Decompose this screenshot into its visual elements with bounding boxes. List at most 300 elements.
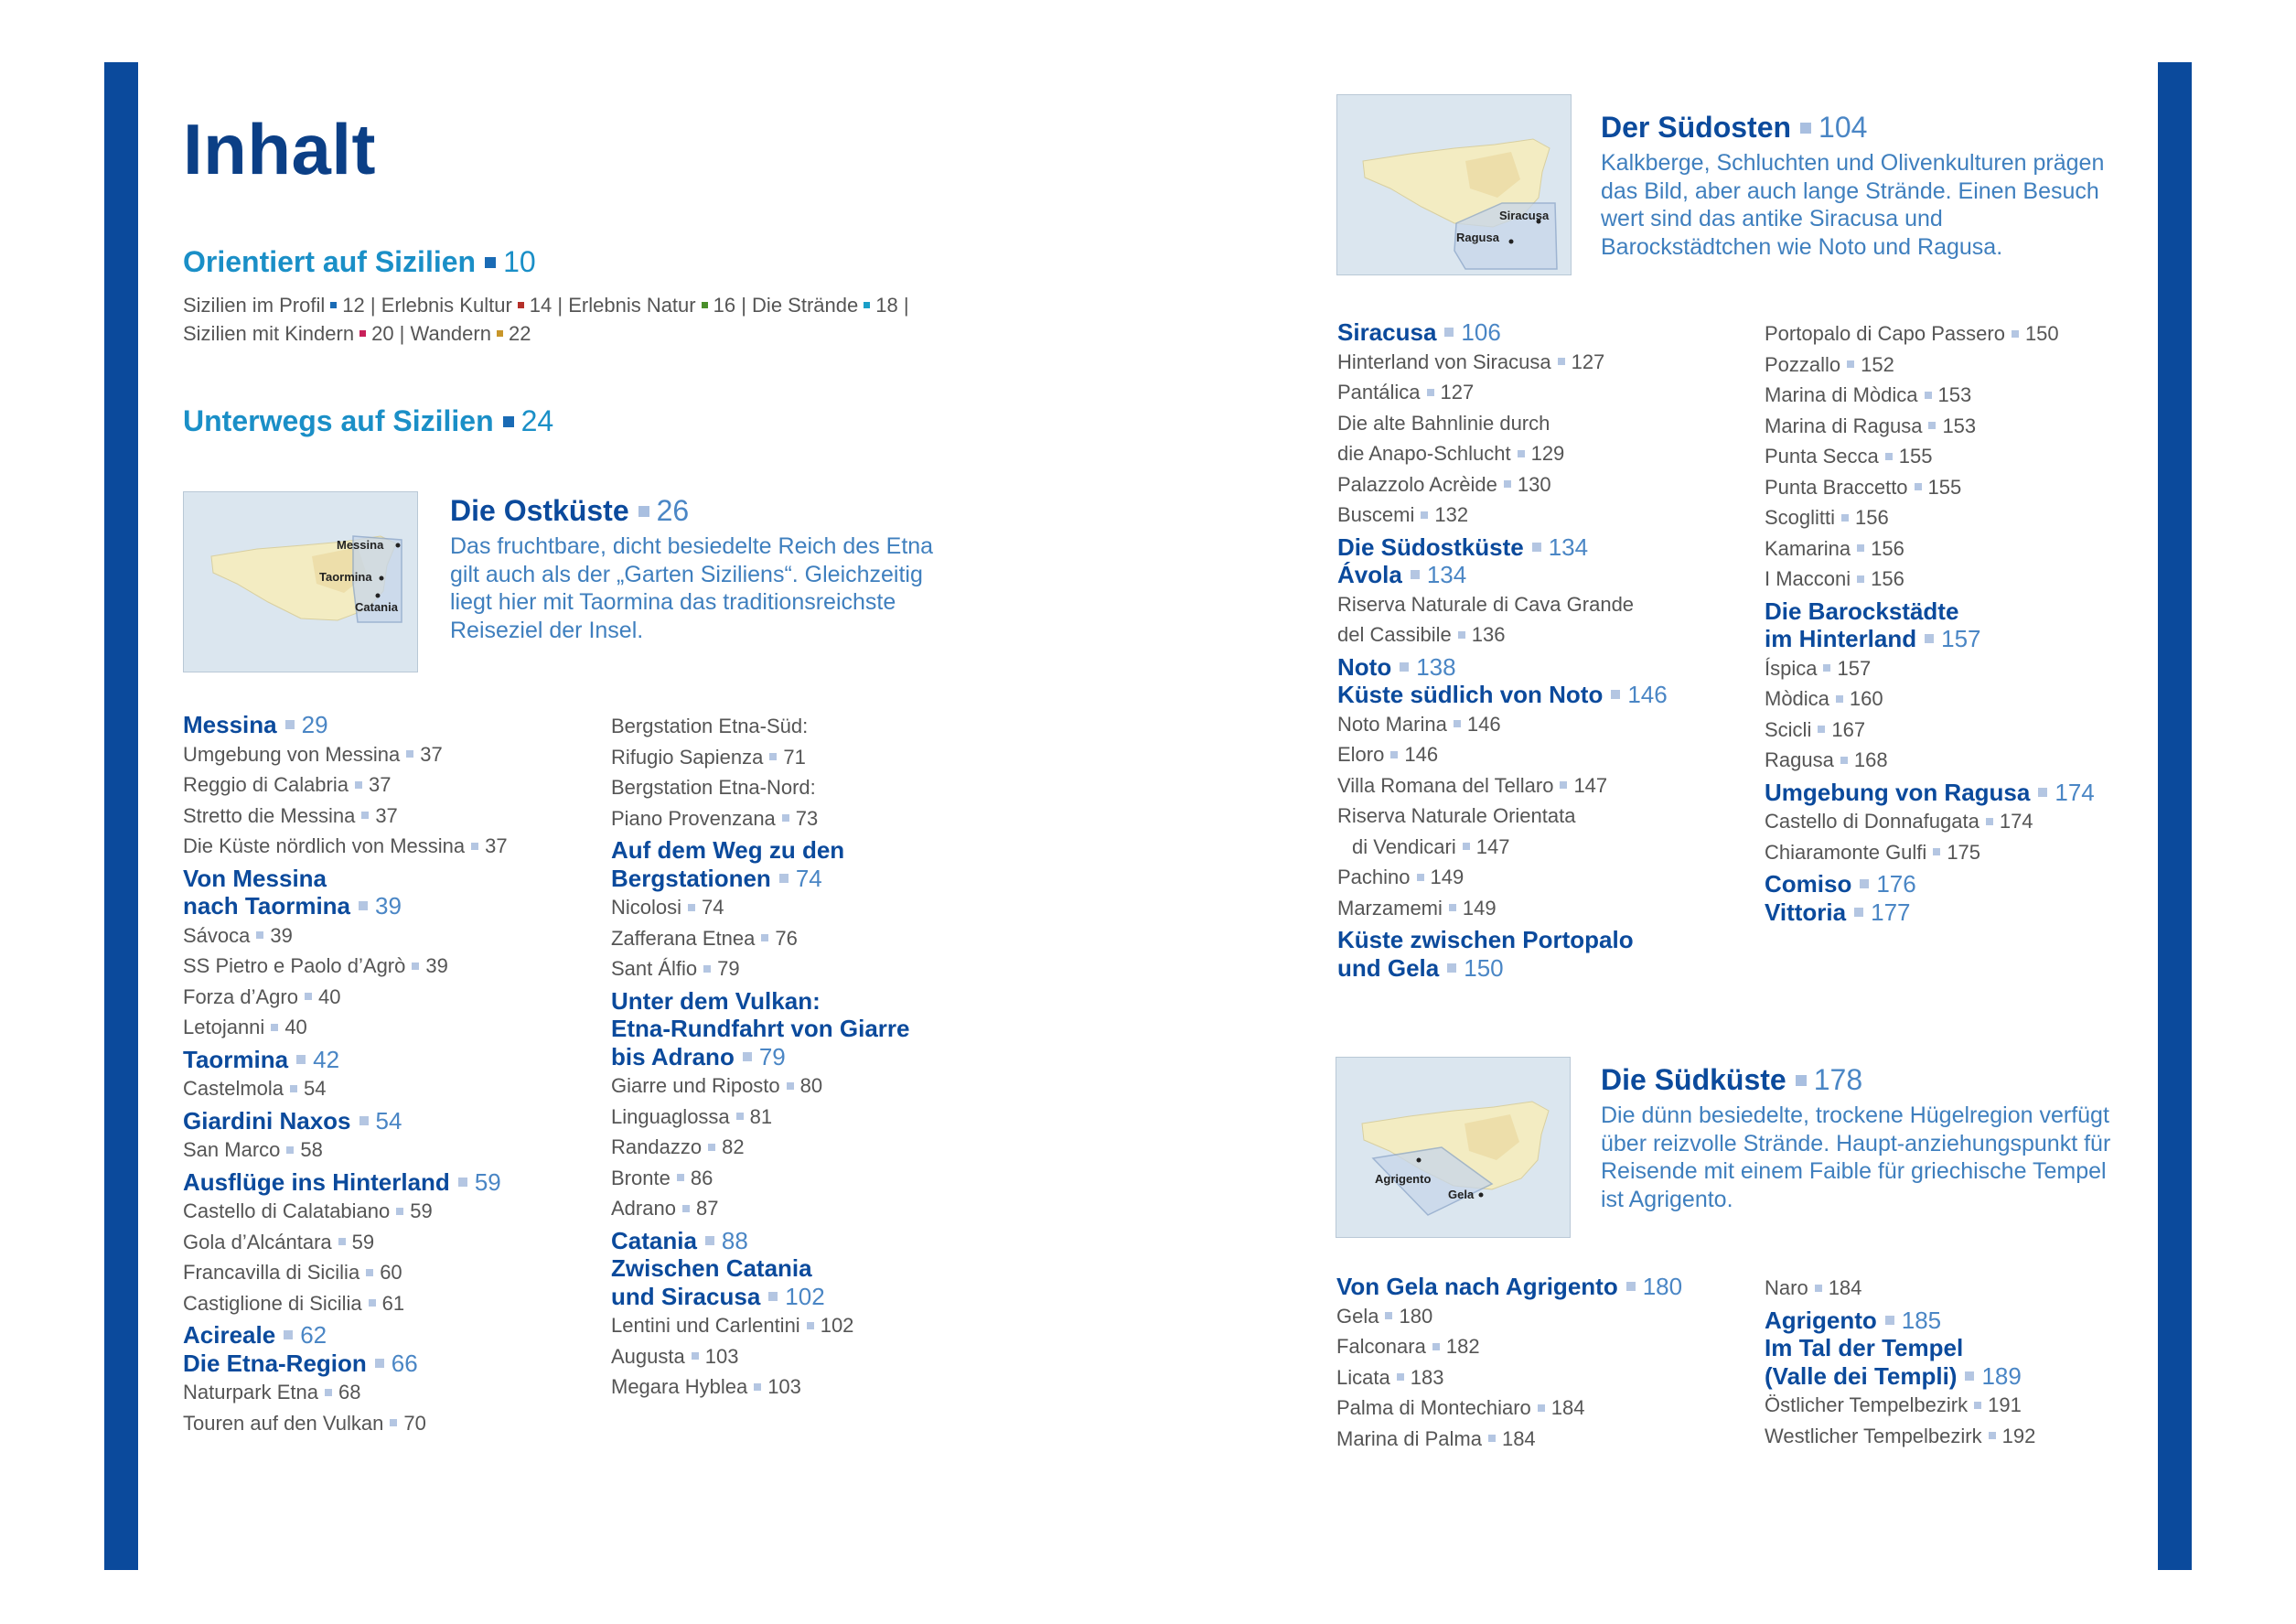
toc-page-number: 147 bbox=[1573, 773, 1608, 797]
region-title-ostkueste[interactable] bbox=[450, 494, 689, 528]
toc-entry[interactable] bbox=[1337, 619, 1668, 651]
toc-entry[interactable] bbox=[1336, 1424, 1682, 1455]
page-marker bbox=[1796, 1075, 1807, 1086]
toc-label: Siracusa bbox=[1337, 318, 1437, 346]
toc-label: Von Messina bbox=[183, 864, 327, 892]
page-marker bbox=[1417, 874, 1424, 881]
toc-entry[interactable] bbox=[1337, 893, 1668, 924]
toc-entry[interactable] bbox=[183, 1196, 508, 1227]
toc-heading[interactable] bbox=[183, 1168, 508, 1197]
toc-page-number: 61 bbox=[381, 1291, 405, 1315]
toc-heading[interactable] bbox=[183, 1350, 508, 1378]
toc-entry[interactable] bbox=[1336, 1393, 1682, 1424]
toc-label: Küste südlich von Noto bbox=[1337, 681, 1604, 708]
page-marker bbox=[743, 1052, 752, 1061]
toc-entry[interactable] bbox=[183, 1227, 508, 1258]
intro-topic-label: Sizilien mit Kindern bbox=[183, 322, 355, 345]
toc-page-number: 156 bbox=[1855, 506, 1889, 529]
toc-entry[interactable] bbox=[183, 920, 508, 952]
toc-label: Stretto die Messina bbox=[183, 803, 356, 827]
toc-page-number: 177 bbox=[1871, 898, 1911, 926]
toc-page-number: 184 bbox=[1501, 1426, 1536, 1450]
intro-topic[interactable] bbox=[183, 322, 394, 345]
toc-entry[interactable] bbox=[1337, 862, 1668, 893]
toc-label: Castiglione di Sicilia bbox=[183, 1291, 362, 1315]
toc-page-number: 39 bbox=[270, 923, 293, 947]
page-marker bbox=[286, 1146, 294, 1154]
page-marker bbox=[1463, 843, 1470, 850]
page-marker bbox=[1626, 1282, 1636, 1291]
toc-page-number: 147 bbox=[1475, 834, 1510, 858]
toc-entry[interactable] bbox=[611, 1163, 909, 1194]
page-marker bbox=[271, 1024, 278, 1031]
toc-entry[interactable] bbox=[1337, 709, 1668, 740]
toc-page-number: 54 bbox=[304, 1077, 327, 1100]
toc-label: Bergstationen bbox=[611, 864, 771, 892]
toc-entry[interactable] bbox=[611, 1132, 909, 1163]
toc-page-number: 152 bbox=[1861, 352, 1894, 376]
toc-label: nach Taormina bbox=[183, 892, 351, 920]
page-marker bbox=[1989, 1432, 1996, 1439]
toc-label: Umgebung von Ragusa bbox=[1765, 778, 2031, 806]
intro-topic[interactable] bbox=[183, 294, 365, 317]
region-desc-suedosten: Kalkberge, Schluchten und Olivenkulturen prägen das Bild, aber auch lange Strände. Einen Besuch wert sind das antike Siracusa und Barockstädtchen wie Noto und Ragusa. bbox=[1601, 150, 2105, 260]
toc-label: Linguaglossa bbox=[611, 1104, 730, 1128]
intro-topic-label: Sizilien im Profil bbox=[183, 294, 326, 317]
toc-heading[interactable] bbox=[1765, 779, 2095, 807]
toc-entry[interactable] bbox=[1765, 1421, 2035, 1452]
page-marker bbox=[406, 750, 413, 758]
page-marker bbox=[1458, 631, 1465, 639]
page-marker bbox=[359, 1116, 369, 1125]
page-marker bbox=[1538, 1404, 1545, 1412]
page-marker bbox=[1518, 450, 1525, 457]
toc-entry[interactable] bbox=[1337, 739, 1668, 770]
toc-label: Ausflüge ins Hinterland bbox=[183, 1167, 450, 1196]
toc-page-number: 73 bbox=[795, 806, 819, 830]
toc-heading[interactable] bbox=[1337, 681, 1668, 709]
toc-heading[interactable] bbox=[1337, 653, 1668, 682]
toc-entry[interactable] bbox=[611, 1193, 909, 1224]
page-marker bbox=[1925, 634, 1934, 643]
toc-entry[interactable] bbox=[1337, 438, 1668, 469]
toc-page-number: 40 bbox=[284, 1016, 307, 1038]
toc-page-number: 80 bbox=[799, 1074, 823, 1097]
intro-topic-page: 18 bbox=[875, 294, 898, 317]
page-marker bbox=[787, 1082, 794, 1090]
toc-label: und Siracusa bbox=[611, 1282, 761, 1310]
toc-page-number: 174 bbox=[2055, 778, 2095, 806]
toc-page-number: 183 bbox=[1410, 1365, 1444, 1389]
toc-page-number: 102 bbox=[820, 1314, 854, 1337]
page-marker bbox=[2038, 788, 2047, 797]
toc-entry[interactable] bbox=[1337, 347, 1668, 378]
page-marker bbox=[1854, 908, 1863, 917]
toc-entry[interactable] bbox=[1765, 715, 2095, 746]
toc-entry[interactable] bbox=[1336, 1301, 1682, 1332]
toc-page-number: 59 bbox=[351, 1230, 375, 1253]
toc-entry[interactable] bbox=[1765, 472, 2095, 503]
toc-page-number: 59 bbox=[410, 1199, 433, 1222]
page-marker bbox=[1411, 570, 1420, 579]
toc-label: bis Adrano bbox=[611, 1042, 735, 1070]
toc-entry[interactable] bbox=[1765, 318, 2095, 350]
toc-page-number: 62 bbox=[300, 1321, 327, 1349]
toc-entry[interactable] bbox=[1765, 653, 2095, 684]
toc-label: Kamarina bbox=[1765, 536, 1851, 560]
toc-label: (Valle dei Templi) bbox=[1765, 1361, 1958, 1390]
toc-label: Agrigento bbox=[1765, 1306, 1877, 1334]
toc-entry bbox=[611, 711, 909, 742]
toc-label: Gola d’Alcántara bbox=[183, 1230, 332, 1253]
toc-label: Marina di Palma bbox=[1336, 1426, 1482, 1450]
toc-label: Bronte bbox=[611, 1166, 671, 1189]
toc-label: Castello di Calatabiano bbox=[183, 1199, 391, 1222]
toc-entry[interactable] bbox=[183, 769, 508, 801]
toc-page-number: 132 bbox=[1434, 503, 1469, 526]
toc-label: Östlicher Tempelbezirk bbox=[1765, 1393, 1969, 1416]
intro-topic[interactable] bbox=[568, 294, 735, 317]
toc-label: Comiso bbox=[1765, 870, 1852, 898]
toc-entry[interactable] bbox=[183, 1135, 508, 1166]
page-marker bbox=[1421, 511, 1428, 519]
page-marker bbox=[703, 965, 711, 973]
toc-page-number: 134 bbox=[1548, 532, 1589, 561]
toc-label: im Hinterland bbox=[1765, 625, 1917, 652]
toc-page-number: 127 bbox=[1571, 350, 1605, 373]
page-marker bbox=[807, 1322, 814, 1329]
toc-label: Umgebung von Messina bbox=[183, 742, 401, 766]
page-marker bbox=[1560, 781, 1567, 789]
toc-entry[interactable] bbox=[1337, 770, 1668, 801]
toc-label: die Anapo-Schlucht bbox=[1337, 442, 1511, 465]
toc-entry[interactable] bbox=[183, 801, 508, 832]
toc-entry[interactable] bbox=[611, 1070, 909, 1102]
toc-label: Pantálica bbox=[1337, 381, 1421, 403]
toc-entry[interactable] bbox=[183, 831, 508, 862]
toc-entry[interactable] bbox=[1337, 377, 1668, 408]
toc-label: Acireale bbox=[183, 1321, 276, 1349]
page-marker bbox=[769, 753, 777, 760]
page-marker bbox=[864, 302, 870, 308]
toc-page-number: 157 bbox=[1837, 656, 1872, 680]
toc-label: Giarre und Riposto bbox=[611, 1074, 780, 1097]
toc-label: Gela bbox=[1336, 1304, 1379, 1328]
toc-entry[interactable] bbox=[611, 1102, 909, 1133]
toc-page-number: 82 bbox=[722, 1135, 745, 1158]
toc-entry bbox=[611, 772, 909, 803]
toc-entry[interactable] bbox=[183, 951, 508, 982]
section-unterwegs[interactable] bbox=[183, 404, 553, 438]
intro-topic[interactable] bbox=[752, 294, 898, 317]
toc-entry[interactable] bbox=[611, 803, 909, 834]
toc-label: Palazzolo Acrèide bbox=[1337, 472, 1497, 496]
page-marker bbox=[1390, 751, 1398, 758]
toc-label: Forza d’Agro bbox=[183, 984, 298, 1008]
toc-page-number: 29 bbox=[301, 711, 328, 738]
toc-heading[interactable] bbox=[1765, 870, 2095, 898]
intro-topic[interactable] bbox=[381, 294, 553, 317]
toc-column-sued-1 bbox=[1336, 1273, 1682, 1454]
page-marker bbox=[359, 901, 368, 910]
region-title-suedkueste[interactable] bbox=[1601, 1063, 1862, 1097]
map-ostkueste bbox=[183, 491, 418, 672]
intro-line bbox=[183, 319, 909, 348]
toc-label: Bergstation Etna-Nord: bbox=[611, 776, 816, 799]
page-marker bbox=[688, 904, 695, 911]
toc-label: Riserva Naturale di Cava Grande bbox=[1337, 592, 1635, 616]
toc-label: Hinterland von Siracusa bbox=[1337, 350, 1551, 373]
toc-entry[interactable] bbox=[1337, 832, 1668, 863]
toc-heading[interactable] bbox=[1765, 898, 2095, 927]
toc-entry[interactable] bbox=[611, 1341, 909, 1372]
toc-label: Vittoria bbox=[1765, 898, 1847, 926]
toc-entry[interactable] bbox=[611, 1371, 909, 1403]
toc-entry[interactable] bbox=[183, 1288, 508, 1319]
page-marker bbox=[471, 843, 478, 850]
page-marker bbox=[1427, 389, 1434, 396]
toc-entry[interactable] bbox=[183, 1012, 508, 1043]
toc-label: Die Küste nördlich von Messina bbox=[183, 834, 466, 857]
intro-topics bbox=[183, 291, 909, 348]
toc-entry[interactable] bbox=[1765, 806, 2095, 837]
toc-page-number: 37 bbox=[420, 742, 443, 766]
page-marker bbox=[296, 1055, 306, 1064]
toc-heading[interactable] bbox=[1765, 625, 2095, 653]
toc-label: Castelmola bbox=[183, 1077, 284, 1100]
page-marker bbox=[1397, 1373, 1404, 1381]
map-label-agrigento: Agrigento bbox=[1375, 1172, 1432, 1186]
page-marker bbox=[325, 1389, 332, 1396]
region-page: 104 bbox=[1819, 111, 1868, 144]
toc-label: Giardini Naxos bbox=[183, 1106, 351, 1135]
toc-label: Letojanni bbox=[183, 1016, 265, 1038]
toc-label: Megara Hyblea bbox=[611, 1375, 748, 1398]
toc-column-sued-2 bbox=[1765, 1273, 2035, 1451]
toc-entry[interactable] bbox=[183, 1073, 508, 1104]
page-marker bbox=[1841, 514, 1849, 522]
page-marker bbox=[1385, 1312, 1392, 1319]
toc-label: Zwischen Catania bbox=[611, 1254, 812, 1282]
toc-label: I Macconi bbox=[1765, 567, 1851, 590]
toc-page-number: 185 bbox=[1901, 1306, 1942, 1334]
region-title-text: Der Südosten bbox=[1601, 111, 1792, 144]
toc-heading bbox=[611, 836, 909, 865]
toc-page-number: 184 bbox=[1828, 1276, 1862, 1299]
toc-heading[interactable] bbox=[183, 1046, 508, 1074]
toc-entry[interactable] bbox=[611, 892, 909, 923]
page-marker bbox=[1800, 123, 1811, 134]
toc-page-number: 136 bbox=[1471, 623, 1506, 646]
toc-heading bbox=[611, 1254, 909, 1283]
page-marker bbox=[412, 963, 419, 970]
page-marker bbox=[1444, 328, 1454, 337]
toc-entry[interactable] bbox=[1336, 1331, 1682, 1362]
toc-label: San Marco bbox=[183, 1138, 281, 1161]
toc-page-number: 149 bbox=[1430, 866, 1465, 888]
toc-entry[interactable] bbox=[1336, 1362, 1682, 1393]
toc-entry[interactable] bbox=[183, 1408, 508, 1439]
toc-page-number: 37 bbox=[369, 773, 392, 796]
toc-heading[interactable] bbox=[183, 711, 508, 739]
toc-page-number: 87 bbox=[695, 1197, 719, 1220]
toc-entry[interactable] bbox=[1765, 683, 2095, 715]
toc-page-number: 153 bbox=[1937, 383, 1972, 406]
toc-label: und Gela bbox=[1337, 953, 1440, 982]
page-marker bbox=[1928, 422, 1936, 429]
toc-entry[interactable] bbox=[1765, 564, 2095, 595]
toc-label: Reggio di Calabria bbox=[183, 773, 349, 796]
toc-entry[interactable] bbox=[611, 953, 909, 984]
toc-label: di Vendicari bbox=[1352, 834, 1456, 858]
toc-label: Licata bbox=[1336, 1365, 1390, 1389]
toc-label: Sávoca bbox=[183, 923, 251, 947]
toc-entry[interactable] bbox=[183, 982, 508, 1013]
toc-entry[interactable] bbox=[1765, 1390, 2035, 1421]
page-marker bbox=[736, 1113, 744, 1120]
page-marker bbox=[702, 302, 708, 308]
toc-label: Marina di Mòdica bbox=[1765, 383, 1918, 406]
toc-entry[interactable] bbox=[1765, 380, 2095, 411]
toc-entry[interactable] bbox=[1765, 1273, 2035, 1304]
toc-entry[interactable] bbox=[1337, 500, 1668, 531]
toc-column-suedost-1 bbox=[1337, 318, 1668, 982]
toc-heading[interactable] bbox=[1337, 533, 1668, 562]
toc-label: Die Barockstädte bbox=[1765, 597, 1959, 625]
toc-entry[interactable] bbox=[183, 1257, 508, 1288]
toc-label: Randazzo bbox=[611, 1135, 703, 1158]
toc-entry[interactable] bbox=[611, 742, 909, 773]
page-marker bbox=[692, 1352, 699, 1360]
toc-heading[interactable] bbox=[183, 892, 508, 920]
section-orientiert[interactable] bbox=[183, 245, 536, 279]
toc-entry[interactable] bbox=[1337, 469, 1668, 500]
toc-entry[interactable] bbox=[1765, 350, 2095, 381]
page-marker bbox=[761, 934, 768, 941]
toc-heading[interactable] bbox=[1337, 561, 1668, 589]
toc-heading[interactable] bbox=[611, 1283, 909, 1311]
toc-heading[interactable] bbox=[183, 1321, 508, 1350]
region-title-text: Die Ostküste bbox=[450, 494, 629, 527]
toc-page-number: 40 bbox=[317, 984, 341, 1008]
toc-page-number: 59 bbox=[474, 1167, 501, 1196]
toc-entry[interactable] bbox=[1765, 745, 2095, 776]
toc-label: Pachino bbox=[1337, 866, 1411, 888]
toc-label: Buscemi bbox=[1337, 503, 1415, 526]
toc-label: Im Tal der Tempel bbox=[1765, 1334, 1964, 1361]
toc-label: Touren auf den Vulkan bbox=[183, 1411, 384, 1435]
toc-entry[interactable] bbox=[611, 1310, 909, 1341]
toc-page-number: 102 bbox=[785, 1282, 825, 1310]
toc-page-number: 191 bbox=[1988, 1393, 2022, 1416]
toc-entry[interactable] bbox=[1765, 837, 2095, 868]
page-marker bbox=[1447, 963, 1456, 973]
section-page: 10 bbox=[503, 245, 536, 278]
toc-heading[interactable] bbox=[611, 1043, 909, 1071]
toc-page-number: 37 bbox=[375, 803, 398, 827]
toc-page-number: 37 bbox=[485, 834, 508, 857]
toc-page-number: 71 bbox=[783, 745, 806, 769]
toc-label: Bergstation Etna-Süd: bbox=[611, 715, 809, 737]
toc-page-number: 156 bbox=[1871, 536, 1904, 560]
toc-label: Eloro bbox=[1337, 743, 1385, 766]
page-marker bbox=[330, 302, 337, 308]
page-marker bbox=[638, 506, 649, 517]
separator: | bbox=[735, 294, 753, 317]
region-title-suedosten[interactable] bbox=[1601, 111, 1867, 145]
toc-heading[interactable] bbox=[1337, 318, 1668, 347]
toc-page-number: 174 bbox=[1999, 810, 2033, 833]
toc-page-number: 167 bbox=[1831, 717, 1866, 741]
intro-topic[interactable] bbox=[411, 322, 531, 345]
toc-label: Nicolosi bbox=[611, 896, 682, 919]
toc-heading[interactable] bbox=[1765, 1362, 2035, 1391]
page-marker bbox=[1532, 543, 1541, 552]
region-page: 26 bbox=[656, 494, 690, 527]
toc-label: Punta Secca bbox=[1765, 445, 1879, 468]
page-marker bbox=[1933, 848, 1940, 855]
toc-page-number: 160 bbox=[1849, 687, 1883, 710]
toc-heading[interactable] bbox=[1336, 1273, 1682, 1301]
page-marker bbox=[1986, 818, 1993, 825]
map-label-catania: Catania bbox=[355, 600, 398, 614]
toc-heading[interactable] bbox=[611, 1227, 909, 1255]
page-marker bbox=[1400, 662, 1409, 672]
page-marker bbox=[458, 1178, 467, 1187]
toc-heading[interactable] bbox=[611, 865, 909, 893]
toc-page-number: 74 bbox=[795, 864, 822, 892]
page-marker bbox=[1818, 726, 1825, 733]
section-page: 24 bbox=[520, 404, 554, 437]
toc-heading bbox=[1337, 926, 1668, 954]
page-marker bbox=[1974, 1402, 1981, 1409]
toc-entry[interactable] bbox=[1765, 502, 2095, 533]
map-suedosten bbox=[1336, 94, 1572, 275]
toc-entry[interactable] bbox=[611, 923, 909, 954]
page-marker bbox=[1611, 690, 1620, 699]
section-label: Unterwegs auf Sizilien bbox=[183, 404, 494, 437]
toc-heading[interactable] bbox=[1337, 954, 1668, 983]
page-marker bbox=[1885, 1316, 1894, 1325]
toc-entry[interactable] bbox=[183, 1377, 508, 1408]
page-marker bbox=[1449, 904, 1456, 911]
toc-entry bbox=[1337, 801, 1668, 832]
toc-page-number: 74 bbox=[702, 896, 724, 919]
toc-label: Marina di Ragusa bbox=[1765, 414, 1923, 437]
toc-column-ost-2 bbox=[611, 711, 909, 1403]
intro-topic-label: Erlebnis Kultur bbox=[381, 294, 512, 317]
toc-heading bbox=[183, 865, 508, 893]
toc-entry[interactable] bbox=[1765, 441, 2095, 472]
page-marker bbox=[366, 1269, 373, 1276]
toc-entry[interactable] bbox=[1765, 411, 2095, 442]
toc-page-number: 146 bbox=[1466, 712, 1501, 736]
page-marker bbox=[779, 874, 789, 883]
toc-label: Sant Álfio bbox=[611, 957, 698, 980]
toc-page-number: 88 bbox=[721, 1226, 748, 1254]
toc-entry[interactable] bbox=[183, 739, 508, 770]
toc-column-suedost-2 bbox=[1765, 318, 2095, 926]
toc-heading[interactable] bbox=[183, 1107, 508, 1135]
section-label: Orientiert auf Sizilien bbox=[183, 245, 477, 278]
toc-page-number: 81 bbox=[749, 1104, 773, 1128]
toc-page-number: 103 bbox=[767, 1375, 801, 1398]
toc-page-number: 39 bbox=[425, 954, 448, 977]
page-marker bbox=[1504, 480, 1511, 488]
toc-entry[interactable] bbox=[1765, 533, 2095, 565]
toc-heading[interactable] bbox=[1765, 1307, 2035, 1335]
intro-topic-page: 20 bbox=[371, 322, 394, 345]
